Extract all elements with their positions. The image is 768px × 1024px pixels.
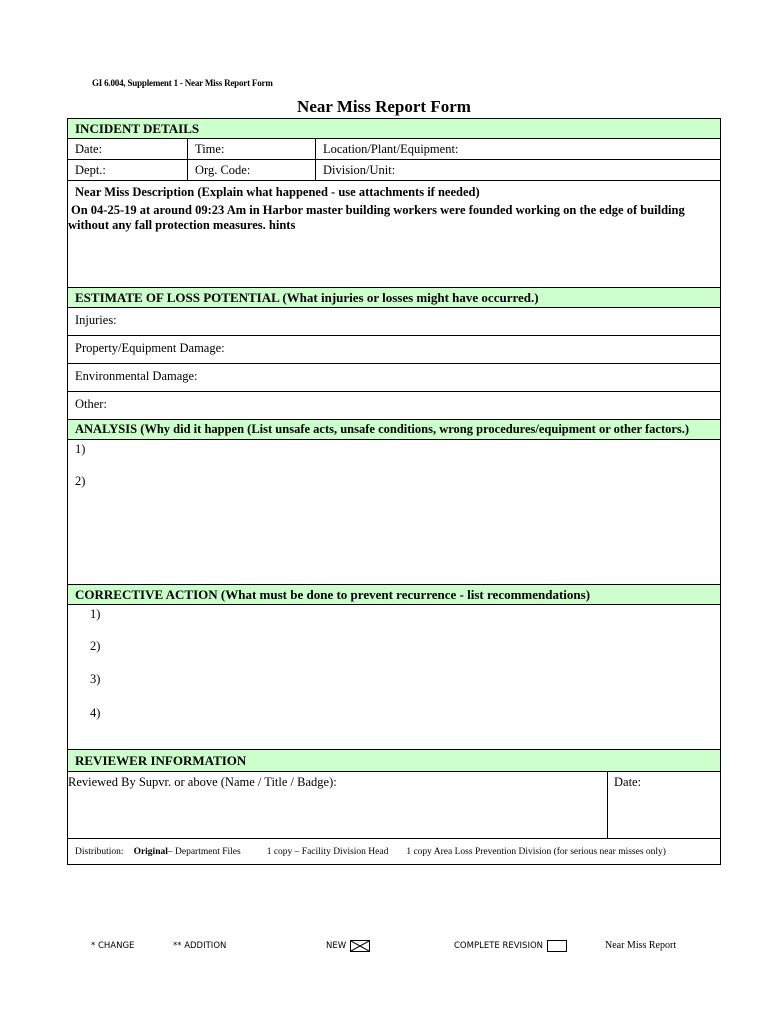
description-line-1: On 04-25-19 at around 09:23 Am in Harbor master building workers were founded working on the edge of building bbox=[71, 203, 685, 217]
new-label: NEW bbox=[326, 941, 347, 951]
distribution-row bbox=[68, 839, 720, 864]
description-line-2: without any fall protection measures. hints bbox=[68, 218, 296, 232]
property-damage-field[interactable]: Property/Equipment Damage: bbox=[68, 336, 720, 364]
description-label: Near Miss Description (Explain what happened - use attachments if needed) bbox=[75, 185, 480, 199]
incident-row-1 bbox=[68, 139, 720, 160]
complete-revision-checkbox[interactable] bbox=[547, 940, 567, 952]
near-miss-form bbox=[67, 118, 721, 865]
analysis-item-2: 2) bbox=[75, 474, 86, 488]
location-field[interactable]: Location/Plant/Equipment: bbox=[323, 142, 459, 156]
distribution-original-rest: – Department Files bbox=[167, 846, 241, 857]
analysis-box[interactable] bbox=[68, 440, 720, 585]
complete-revision-label: COMPLETE REVISION bbox=[454, 941, 544, 951]
checked-x-icon bbox=[351, 941, 369, 951]
org-code-field[interactable]: Org. Code: bbox=[188, 160, 316, 180]
incident-row-2 bbox=[68, 160, 720, 181]
corrective-action-box[interactable] bbox=[68, 605, 720, 750]
reviewer-row bbox=[68, 772, 720, 839]
footer-form-name: Near Miss Report bbox=[605, 940, 677, 951]
change-marker: * CHANGE bbox=[91, 941, 135, 951]
description-text bbox=[68, 203, 716, 233]
corrective-action-header: CORRECTIVE ACTION (What must be done to prevent recurrence - list recommendations) bbox=[68, 585, 720, 605]
environmental-damage-field[interactable]: Environmental Damage: bbox=[68, 364, 720, 392]
description-box[interactable] bbox=[68, 181, 720, 288]
injuries-field[interactable]: Injuries: bbox=[68, 308, 720, 336]
other-field[interactable]: Other: bbox=[68, 392, 720, 420]
time-field[interactable]: Time: bbox=[188, 139, 316, 159]
corrective-item-1: 1) bbox=[90, 607, 101, 621]
analysis-item-1: 1) bbox=[75, 442, 86, 456]
new-option[interactable] bbox=[326, 939, 370, 953]
complete-revision-option[interactable] bbox=[454, 939, 567, 953]
page-title: Near Miss Report Form bbox=[297, 97, 471, 116]
review-date-field[interactable]: Date: bbox=[614, 775, 642, 789]
distribution-copy-1: 1 copy – Facility Division Head bbox=[266, 846, 389, 857]
distribution-original: Original bbox=[133, 846, 168, 857]
distribution-copy-2: 1 copy Area Loss Prevention Division (for serious near misses only) bbox=[406, 846, 666, 857]
reviewed-by-field[interactable]: Reviewed By Supvr. or above (Name / Title / Badge): bbox=[68, 772, 608, 838]
distribution-label: Distribution: bbox=[75, 846, 124, 857]
corrective-item-3: 3) bbox=[90, 672, 101, 686]
addition-marker: ** ADDITION bbox=[173, 941, 227, 951]
corrective-item-2: 2) bbox=[90, 639, 101, 653]
corrective-item-4: 4) bbox=[90, 706, 101, 720]
new-checkbox[interactable] bbox=[350, 940, 370, 952]
dept-field[interactable]: Dept.: bbox=[68, 160, 188, 180]
date-field[interactable]: Date: bbox=[68, 139, 188, 159]
loss-potential-header: ESTIMATE OF LOSS POTENTIAL (What injuries or losses might have occurred.) bbox=[68, 288, 720, 308]
incident-details-header: INCIDENT DETAILS bbox=[68, 119, 720, 139]
division-field[interactable]: Division/Unit: bbox=[323, 163, 396, 177]
page-footer bbox=[0, 939, 768, 955]
reviewer-header: REVIEWER INFORMATION bbox=[68, 750, 720, 772]
document-reference: GI 6.004, Supplement 1 - Near Miss Report Form bbox=[92, 78, 273, 88]
analysis-header: ANALYSIS (Why did it happen (List unsafe acts, unsafe conditions, wrong procedures/equipment or other factors.) bbox=[68, 420, 720, 440]
